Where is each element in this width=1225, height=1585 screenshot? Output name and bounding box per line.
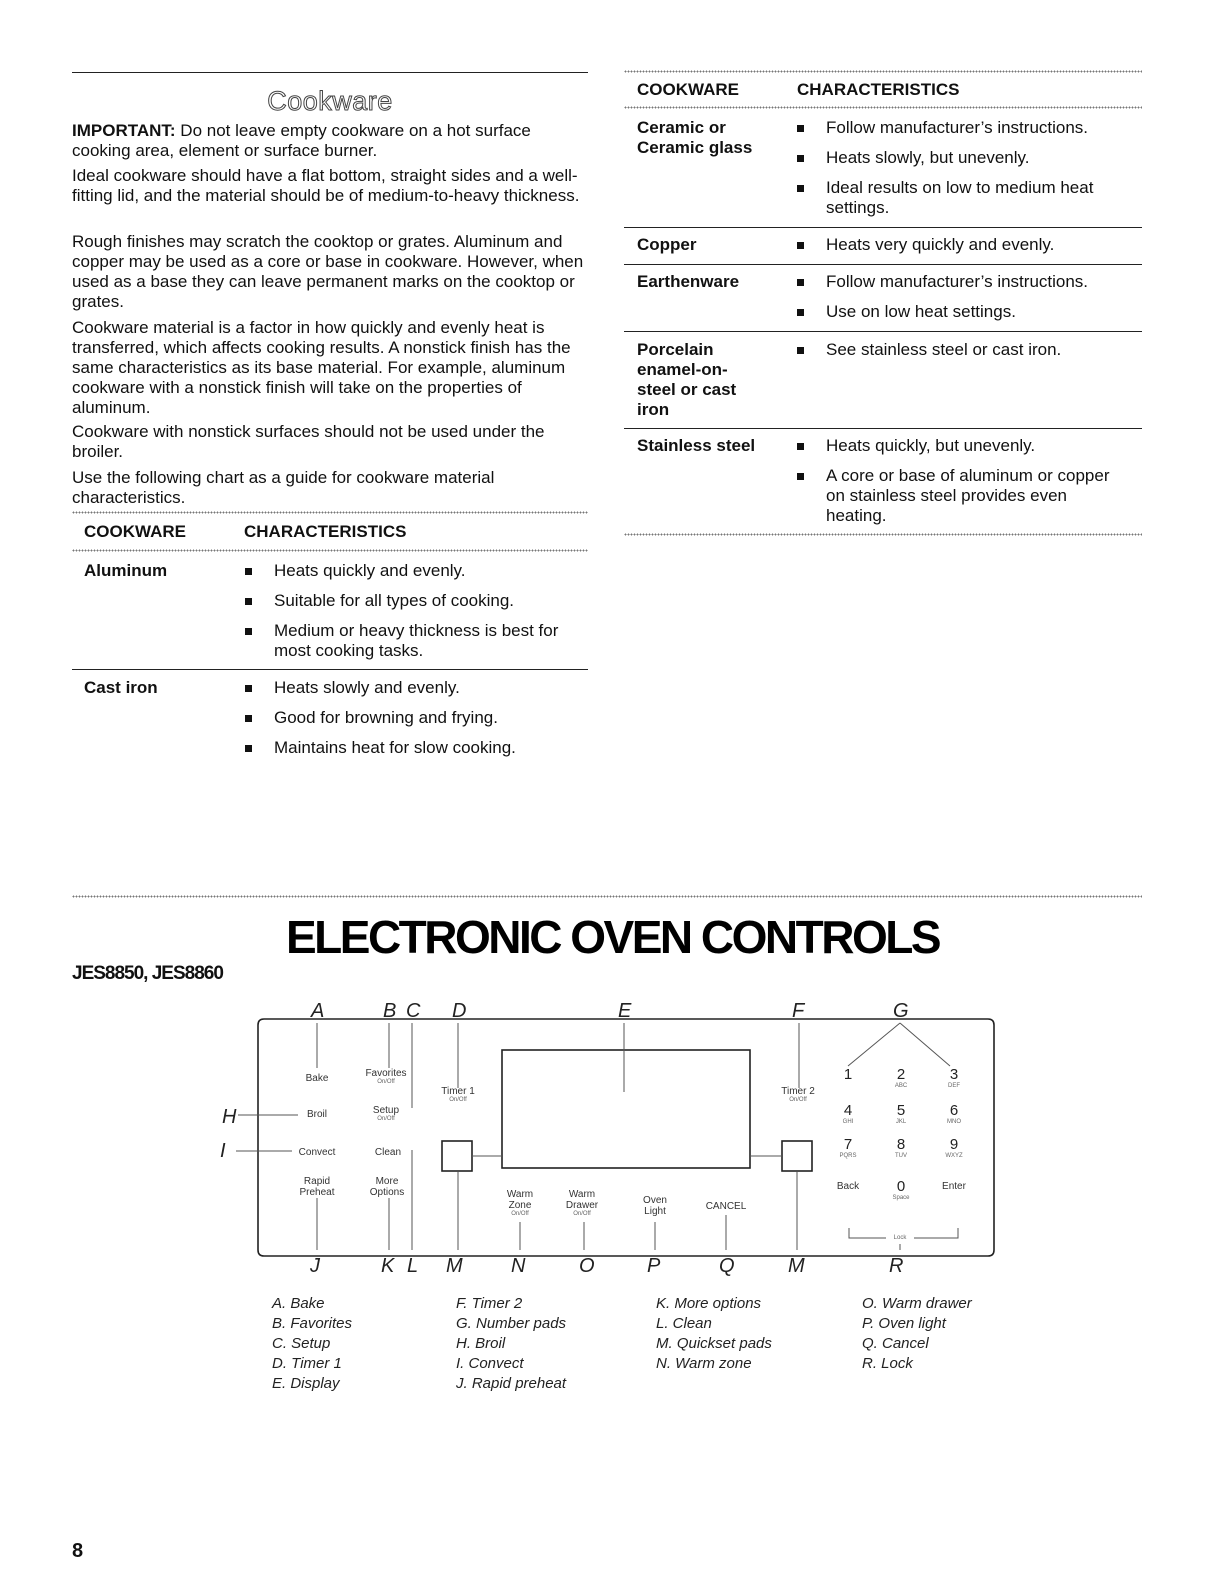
characteristic: Heats quickly, but unevenly.: [826, 436, 1036, 455]
rapid-label: Rapid: [303, 1176, 331, 1187]
callout-letter: P: [647, 1255, 661, 1277]
callout-letter: K: [381, 1255, 395, 1277]
paragraph: Cookware material is a factor in how quickly and evenly heat is transferred, which affects cooking results. A nonstick finish has the same characteristics as its base material. For example, aluminum cookware with a nonstick finish will take on the properties of aluminum.: [72, 318, 571, 417]
model-numbers: JES8850, JES8860: [72, 963, 223, 984]
key-column: [656, 1294, 772, 1374]
key-item: P. Oven light: [862, 1315, 946, 1332]
timer1-button-label: [434, 1086, 482, 1104]
callout-letter: L: [407, 1255, 419, 1277]
lock-label: Lock: [886, 1233, 914, 1244]
key-column: [456, 1294, 566, 1394]
warm-zone-label-2: Zone: [508, 1200, 532, 1211]
characteristic: Good for browning and frying.: [274, 708, 498, 727]
table-header-cookware: COOKWARE: [84, 522, 186, 541]
callout-letter: O: [579, 1255, 595, 1277]
timer2-button-label: [774, 1086, 822, 1104]
key-item: I. Convect: [456, 1355, 524, 1372]
warm-zone-button-label: [496, 1189, 544, 1218]
callout-letter: Q: [719, 1255, 735, 1277]
number-pad-digit: 4: [843, 1102, 853, 1119]
options-label: Options: [369, 1187, 405, 1198]
timer1-sub-label: On/Off: [449, 1097, 467, 1103]
number-pad-letters: JKL: [895, 1119, 907, 1125]
warm-drawer-button-label: [558, 1189, 606, 1218]
number-pad: [838, 1102, 858, 1126]
key-column: [272, 1294, 352, 1394]
key-item: H. Broil: [456, 1335, 506, 1352]
key-item: R. Lock: [862, 1355, 913, 1372]
callout-letter: I: [220, 1140, 226, 1162]
characteristic: Follow manufacturer’s instructions.: [826, 272, 1089, 291]
number-pad-digit: 3: [949, 1066, 959, 1083]
warm-drawer-label-1: Warm: [568, 1189, 596, 1200]
warm-zone-sub-label: On/Off: [511, 1211, 529, 1217]
cancel-button-label: CANCEL: [705, 1201, 747, 1212]
callout-letter: M: [788, 1255, 805, 1277]
material-name: Copper: [637, 235, 697, 254]
key-item: G. Number pads: [456, 1315, 567, 1332]
space-label: Space: [892, 1195, 910, 1201]
oven-label: Oven: [643, 1195, 667, 1206]
important-label: IMPORTANT:: [72, 121, 176, 140]
paragraph: Ideal cookware should have a flat bottom, straight sides and a well-fitting lid, and the material should be of medium-to-heavy thickness.: [72, 166, 580, 205]
warm-drawer-label-2: Drawer: [565, 1200, 599, 1211]
broil-button-label: Broil: [306, 1109, 327, 1120]
table-header-characteristics: CHARACTERISTICS: [797, 80, 960, 99]
number-pad-digit: 1: [843, 1066, 853, 1083]
characteristic: Maintains heat for slow cooking.: [274, 738, 516, 757]
number-pad-letters: MNO: [947, 1119, 961, 1125]
key-item: E. Display: [272, 1375, 340, 1392]
section-title-cookware: Cookware: [267, 86, 393, 116]
back-pad-label: Back: [836, 1181, 860, 1192]
timer2-sub-label: On/Off: [789, 1097, 807, 1103]
light-label: Light: [644, 1206, 666, 1217]
favorites-button-label: [360, 1068, 412, 1086]
number-pad: [944, 1066, 964, 1090]
characteristic: Heats slowly and evenly.: [274, 678, 460, 697]
rapid-preheat-button-label: [292, 1176, 342, 1198]
oven-light-button-label: [632, 1195, 678, 1217]
number-pad-digit: 8: [896, 1136, 906, 1153]
characteristic: Heats quickly and evenly.: [274, 561, 466, 580]
callout-letter: E: [618, 1000, 632, 1022]
characteristic: A core or base of aluminum or copper on stainless steel provides even heating.: [826, 466, 1110, 525]
key-item: A. Bake: [272, 1295, 325, 1312]
paragraph: Use the following chart as a guide for cookware material characteristics.: [72, 468, 495, 507]
number-pad-letters: ABC: [894, 1083, 908, 1089]
number-pad-letters: DEF: [948, 1083, 960, 1089]
key-item: J. Rapid preheat: [456, 1375, 567, 1392]
key-item: C. Setup: [272, 1335, 331, 1352]
material-name: Earthenware: [637, 272, 740, 291]
number-pad: [838, 1066, 858, 1083]
setup-button-label: [362, 1105, 410, 1123]
number-pad: [944, 1136, 964, 1160]
callout-letter: N: [511, 1255, 526, 1277]
number-pad: [891, 1102, 911, 1126]
characteristic: Heats very quickly and evenly.: [826, 235, 1055, 254]
number-pad-letters: PQRS: [839, 1153, 857, 1159]
characteristic: Follow manufacturer’s instructions.: [826, 118, 1089, 137]
characteristic: Heats slowly, but unevenly.: [826, 148, 1030, 167]
key-item: M. Quickset pads: [656, 1335, 772, 1352]
important-text: Do not leave empty cookware on a hot surface cooking area, element or surface burner.: [72, 121, 531, 160]
section-title-controls: ELECTRONIC OVEN CONTROLS: [285, 911, 940, 963]
characteristic: Use on low heat settings.: [826, 302, 1016, 321]
material-name: Aluminum: [84, 561, 168, 580]
zero-pad: [888, 1178, 914, 1202]
callout-letter: M: [446, 1255, 463, 1277]
material-name: Stainless steel: [637, 436, 756, 455]
number-pad: [891, 1066, 911, 1090]
number-pad-letters: WXYZ: [945, 1153, 963, 1159]
key-item: L. Clean: [656, 1315, 712, 1332]
number-pad: [944, 1102, 964, 1126]
zero-digit: 0: [896, 1178, 906, 1195]
setup-label: Setup: [372, 1105, 400, 1116]
number-pad: [838, 1136, 858, 1160]
key-item: Q. Cancel: [862, 1335, 929, 1352]
callout-letter: F: [792, 1000, 805, 1022]
timer2-label: Timer 2: [781, 1086, 815, 1097]
callout-letter: J: [310, 1255, 320, 1277]
bake-button-label: Bake: [305, 1073, 329, 1084]
enter-pad-label: Enter: [942, 1181, 966, 1192]
characteristic: Medium or heavy thickness is best for most cooking tasks.: [274, 621, 559, 660]
key-item: K. More options: [656, 1295, 762, 1312]
characteristic: See stainless steel or cast iron.: [826, 340, 1062, 359]
number-pad-digit: 2: [896, 1066, 906, 1083]
warm-drawer-sub-label: On/Off: [573, 1211, 591, 1217]
characteristic: Suitable for all types of cooking.: [274, 591, 515, 610]
paragraph: Rough finishes may scratch the cooktop or grates. Aluminum and copper may be used as a core or base in cookware. However, when used as a base they can leave permanent marks on the cooktop or grates.: [72, 232, 584, 311]
callout-letter: B: [383, 1000, 397, 1022]
key-item: N. Warm zone: [656, 1355, 752, 1372]
number-pad: [891, 1136, 911, 1160]
table-header-characteristics: CHARACTERISTICS: [244, 522, 407, 541]
key-item: D. Timer 1: [272, 1355, 342, 1372]
number-pad-digit: 6: [949, 1102, 959, 1119]
key-item: B. Favorites: [272, 1315, 353, 1332]
key-column: [862, 1294, 972, 1374]
number-pad-digit: 5: [896, 1102, 906, 1119]
timer1-label: Timer 1: [441, 1086, 475, 1097]
key-item: O. Warm drawer: [862, 1295, 972, 1312]
number-pad-letters: TUV: [895, 1153, 907, 1159]
number-pad-digit: 9: [949, 1136, 959, 1153]
table-header-cookware: COOKWARE: [637, 80, 739, 99]
callout-letter: C: [406, 1000, 421, 1022]
callout-letter: R: [889, 1255, 904, 1277]
material-name: Cast iron: [84, 678, 158, 697]
favorites-label: Favorites: [365, 1068, 407, 1079]
material-name: Ceramic or Ceramic glass: [637, 118, 753, 157]
more-options-button-label: [362, 1176, 412, 1198]
favorites-sub-label: On/Off: [377, 1079, 395, 1085]
clean-button-label: Clean: [374, 1147, 402, 1158]
setup-sub-label: On/Off: [377, 1116, 395, 1122]
page-number: 8: [72, 1540, 84, 1562]
warm-zone-label-1: Warm: [506, 1189, 534, 1200]
material-name: Porcelain enamel-on-steel or cast iron: [637, 340, 737, 419]
preheat-label: Preheat: [299, 1187, 335, 1198]
callout-letter: G: [893, 1000, 909, 1022]
number-pad-letters: GHI: [842, 1119, 854, 1125]
number-pad-digit: 7: [843, 1136, 853, 1153]
callout-letter: A: [311, 1000, 325, 1022]
characteristic: Ideal results on low to medium heat settings.: [826, 178, 1094, 217]
callout-letter: D: [452, 1000, 467, 1022]
key-item: F. Timer 2: [456, 1295, 523, 1312]
callout-letter: H: [222, 1106, 237, 1128]
convect-button-label: Convect: [298, 1147, 336, 1158]
paragraph: Cookware with nonstick surfaces should not be used under the broiler.: [72, 422, 545, 461]
more-label: More: [375, 1176, 399, 1187]
